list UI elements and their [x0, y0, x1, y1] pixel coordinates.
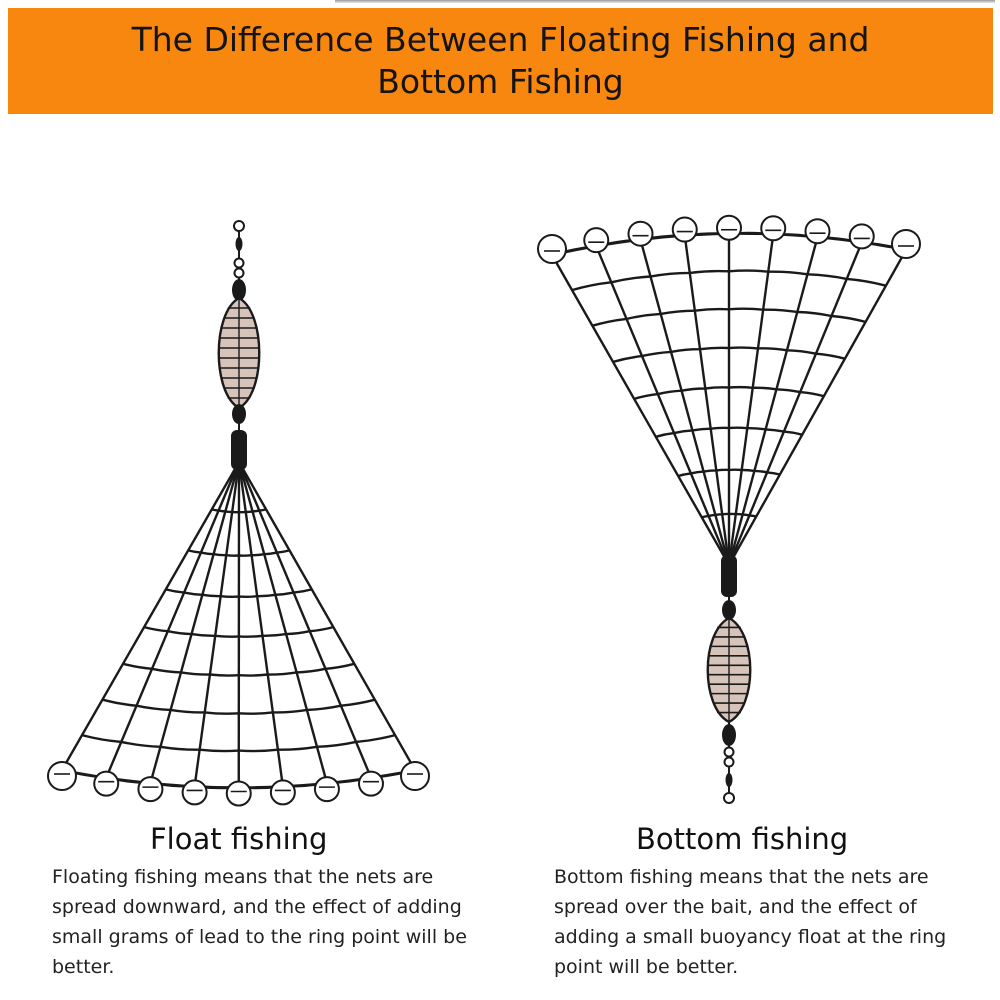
swivel-ring — [724, 793, 734, 803]
net-ray — [150, 462, 239, 783]
net-ray — [729, 250, 906, 565]
float-fishing-description: Floating fishing means that the nets are spread downward, and the effect of adding small grams of lead to the ring point will be better. — [52, 866, 467, 978]
rim-ring — [227, 782, 251, 806]
bead — [232, 404, 246, 424]
rim-ring — [892, 230, 920, 258]
rim-ring — [717, 216, 741, 240]
rim-ring — [48, 762, 76, 790]
rim-ring — [584, 228, 608, 252]
rim-ring — [315, 777, 339, 801]
bottom-fishing-net — [538, 216, 920, 803]
net-ray — [239, 462, 371, 778]
float-fishing-net — [48, 221, 429, 806]
bead — [236, 237, 243, 251]
net-ray — [596, 246, 729, 565]
net-ray — [729, 242, 862, 565]
rim-ring — [850, 224, 874, 248]
rim-ring — [806, 219, 830, 243]
rim-ring — [271, 780, 295, 804]
rim-ring — [538, 235, 566, 263]
rim-ring — [401, 762, 429, 790]
rim-ring — [138, 777, 162, 801]
net-ray — [729, 237, 818, 565]
rim-ring — [94, 772, 118, 796]
net-ray — [62, 462, 239, 770]
swivel-ring — [725, 758, 734, 767]
rim-ring — [359, 772, 383, 796]
net-ray — [552, 255, 729, 565]
rim-ring — [629, 222, 653, 246]
swivel-ring — [725, 748, 734, 757]
bead — [722, 724, 736, 746]
bottom-fishing-title: Bottom fishing — [636, 822, 849, 856]
rim-ring — [673, 218, 697, 242]
net-ray — [106, 462, 239, 778]
net-ray — [239, 462, 415, 770]
net-ray — [239, 462, 327, 783]
swivel-ring — [234, 221, 244, 231]
bottom-fishing-description: Bottom fishing means that the nets are spread over the bait, and the effect of adding a small buoyancy float at the ring point will be better. — [554, 866, 947, 978]
bead — [726, 773, 733, 787]
swivel-ring — [235, 269, 244, 278]
net-ray — [641, 240, 730, 565]
rim-ring — [761, 216, 785, 240]
page-title: The Difference Between Floating Fishing and Bottom Fishing — [131, 20, 870, 101]
float-fishing-title: Float fishing — [150, 822, 328, 856]
swivel-ring — [235, 259, 244, 268]
rim-ring — [183, 780, 207, 804]
